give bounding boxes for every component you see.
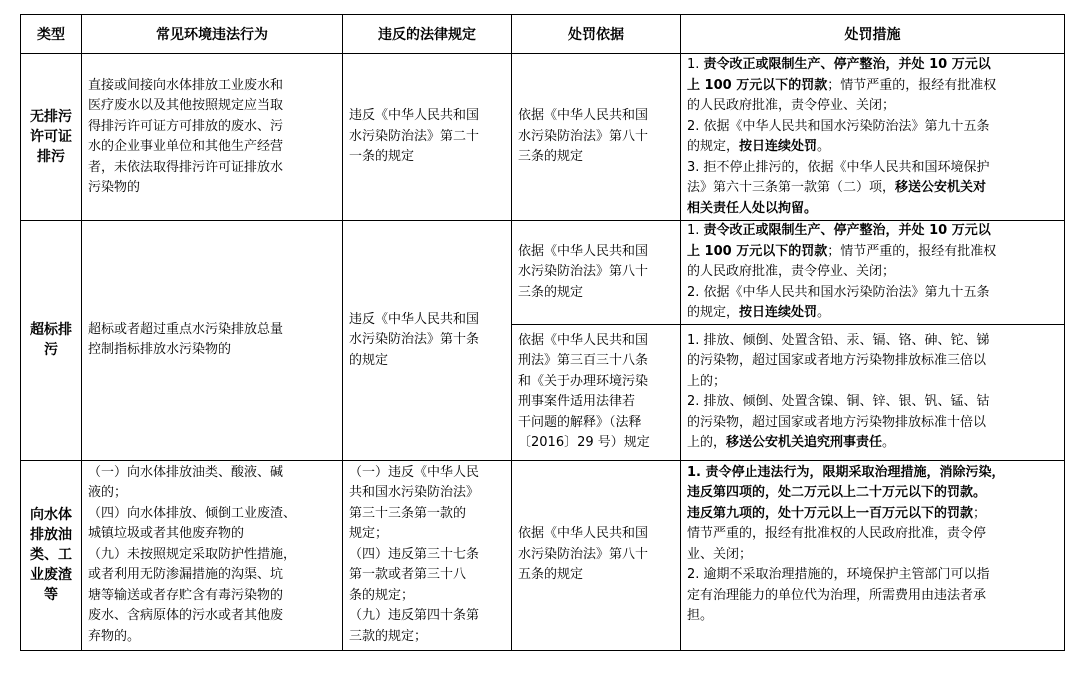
row2b-basis-cell	[512, 324, 681, 460]
behavior-line: 者，未依法取得排污许可证排放水	[88, 159, 284, 175]
measure-line: 2. 逾期不采取治理措施的，环境保护主管部门可以指	[687, 567, 990, 582]
header-basis: 处罚依据	[512, 15, 681, 54]
measure-line	[687, 76, 1059, 97]
measure-text: 的规定，	[687, 305, 740, 320]
measure-line	[687, 178, 1059, 199]
row1-law-cell	[343, 54, 512, 221]
measure-line: 担。	[687, 608, 714, 623]
behavior-line: 或者利用无防渗漏措施的沟渠、坑	[88, 567, 284, 582]
measure-bold: 责令改正或限制生产、停产整治，并处 10 万元以	[703, 57, 991, 72]
type-line: 排放油	[30, 527, 72, 543]
measure-line	[687, 242, 1059, 263]
measure-line: 违反第四项的，处二万元以上二十万元以下的罚款。	[687, 485, 987, 500]
measure-bold: 责令改正或限制生产、停产整治，并处 10 万元以	[703, 223, 991, 238]
type-line: 等	[44, 587, 58, 603]
measure-text: 上的，	[687, 435, 727, 450]
law-line: 一条的规定	[349, 149, 415, 165]
basis-line: 三条的规定	[518, 284, 584, 300]
basis-line: 五条的规定	[518, 567, 584, 583]
measure-line	[687, 55, 1059, 76]
measure-text: 。	[817, 305, 831, 320]
measure-line: 的人民政府批准，责令停业、关闭；	[687, 264, 896, 279]
law-line: （四）违反第三十七条	[349, 546, 480, 562]
measure-text: 。	[817, 139, 831, 154]
measure-bold: 移送公安机关追究刑事责任	[726, 435, 883, 450]
row3-basis-cell	[512, 460, 681, 650]
type-line: 类、工	[30, 547, 72, 563]
type-line: 无排污	[30, 109, 72, 125]
law-line: 第三十三条第一款的	[349, 505, 467, 521]
measure-bold: 按日连续处罚	[739, 139, 818, 154]
basis-line: 依据《中华人民共和国	[518, 332, 649, 348]
measure-text: ；情节严重的，报经有批准权	[827, 77, 997, 93]
law-line: 共和国水污染防治法》	[349, 485, 480, 500]
table-row	[21, 54, 1065, 221]
behavior-line: 水的企业事业单位和其他生产经营	[88, 139, 284, 154]
measure-text: 法》第六十三条第一款第（二）项，	[687, 180, 896, 195]
law-line: 规定；	[349, 526, 389, 541]
behavior-line: 得排污许可证方可排放的废水、污	[88, 118, 284, 134]
measure-text: 的规定，	[687, 139, 740, 154]
measure-line	[687, 137, 1059, 158]
measure-text: ；	[973, 505, 987, 521]
row3-measures-cell	[681, 460, 1065, 650]
penalty-table	[20, 14, 1065, 651]
measure-line: 2. 依据《中华人民共和国水污染防治法》第九十五条	[687, 118, 990, 134]
header-behavior: 常见环境违法行为	[82, 15, 343, 54]
measure-prefix: 1.	[687, 57, 704, 72]
row2a-measures-cell	[681, 221, 1065, 325]
row2-behavior-cell	[82, 221, 343, 461]
measure-line	[687, 433, 1059, 454]
measure-line: 1. 责令停止违法行为，限期采取治理措施，消除污染，	[687, 464, 1005, 480]
law-line: 的规定	[349, 352, 389, 368]
law-line: 违反《中华人民共和国	[349, 108, 480, 124]
measure-line: 业、关闭；	[687, 546, 753, 562]
measure-line: 的污染物，超过国家或者地方污染物排放标准十倍以	[687, 414, 987, 430]
row1-basis-cell	[512, 54, 681, 221]
behavior-line: 超标或者超过重点水污染排放总量	[88, 321, 284, 337]
type-line: 排污	[37, 149, 65, 165]
basis-line: 水污染防治法》第八十	[518, 546, 649, 562]
measure-prefix: 1.	[687, 223, 704, 238]
row2b-measures-cell	[681, 324, 1065, 460]
type-line: 超标排	[30, 322, 72, 339]
header-law: 违反的法律规定	[343, 15, 512, 54]
law-line: 违反《中华人民共和国	[349, 311, 480, 327]
measure-bold: 按日连续处罚	[739, 305, 818, 320]
measure-line: 相关责任人处以拘留。	[687, 200, 818, 216]
basis-line: 刑法》第三百三十八条	[518, 353, 649, 368]
type-line: 业废渣	[30, 567, 72, 583]
behavior-line: 医疗废水以及其他按照规定应当取	[88, 98, 284, 113]
measure-line	[687, 303, 1059, 324]
basis-line: 刑事案件适用法律若	[518, 394, 636, 409]
measure-line: 情节严重的，报经有批准权的人民政府批准，责令停	[687, 526, 987, 541]
measure-line	[687, 221, 1059, 242]
type-line: 许可证	[30, 129, 72, 145]
row3-law-cell	[343, 460, 512, 650]
law-line: 三款的规定；	[349, 628, 428, 644]
behavior-line: 城镇垃圾或者其他废弃物的	[88, 526, 245, 541]
row2-type-cell	[21, 221, 82, 461]
measure-bold: 移送公安机关对	[895, 180, 987, 195]
behavior-line: （四）向水体排放、倾倒工业废渣、	[88, 505, 297, 521]
measure-text: ；情节严重的，报经有批准权	[827, 243, 997, 259]
measure-line: 2. 依据《中华人民共和国水污染防治法》第九十五条	[687, 284, 990, 300]
type-line: 污	[44, 342, 58, 359]
measure-bold: 上 100 万元以下的罚款	[687, 243, 828, 259]
basis-line: 和《关于办理环境污染	[518, 373, 649, 389]
table-row	[21, 221, 1065, 325]
basis-line: 依据《中华人民共和国	[518, 108, 649, 124]
measure-line: 定有治理能力的单位代为治理，所需费用由违法者承	[687, 587, 987, 603]
row2-law-cell	[343, 221, 512, 461]
behavior-line: 控制指标排放水污染物的	[88, 342, 232, 358]
behavior-line: 液的；	[88, 485, 128, 500]
row1-measures-cell	[681, 54, 1065, 221]
basis-line: 水污染防治法》第八十	[518, 264, 649, 279]
header-measures: 处罚措施	[681, 15, 1065, 54]
table-header-row	[21, 15, 1065, 54]
measure-line: 1. 排放、倾倒、处置含铅、汞、镉、铬、砷、铊、锑	[687, 332, 990, 348]
behavior-line: 弃物的。	[88, 628, 141, 644]
measure-line: 3. 拒不停止排污的，依据《中华人民共和国环境保护	[687, 159, 990, 175]
behavior-line: （九）未按照规定采取防护性措施，	[88, 546, 297, 562]
row3-type-cell	[21, 460, 82, 650]
measure-line: 的人民政府批准，责令停业、关闭；	[687, 98, 896, 113]
type-line: 向水体	[30, 507, 72, 523]
header-type: 类型	[21, 15, 82, 54]
measure-line	[687, 504, 1059, 525]
row2a-basis-cell	[512, 221, 681, 325]
basis-line: 〔2016〕29 号）规定	[518, 435, 650, 450]
basis-line: 干问题的解释》（法释	[518, 414, 642, 430]
law-line: 水污染防治法》第十条	[349, 332, 480, 347]
behavior-line: 废水、含病原体的污水或者其他废	[88, 608, 284, 623]
row1-type-cell	[21, 54, 82, 221]
basis-line: 依据《中华人民共和国	[518, 243, 649, 259]
measure-bold: 上 100 万元以下的罚款	[687, 77, 828, 93]
behavior-line: 污染物的	[88, 180, 141, 195]
behavior-line: 直接或间接向水体排放工业废水和	[88, 77, 284, 93]
measure-line: 的污染物，超过国家或者地方污染物排放标准三倍以	[687, 353, 987, 368]
measure-text: 。	[882, 435, 896, 450]
row1-behavior-cell	[82, 54, 343, 221]
law-line: 水污染防治法》第二十	[349, 128, 480, 144]
law-line: （九）违反第四十条第	[349, 608, 480, 623]
behavior-line: 塘等输送或者存贮含有毒污染物的	[88, 587, 284, 603]
basis-line: 依据《中华人民共和国	[518, 526, 649, 542]
basis-line: 水污染防治法》第八十	[518, 128, 649, 144]
table-row	[21, 460, 1065, 650]
measure-bold: 违反第九项的，处十万元以上一百万元以下的罚款	[687, 505, 974, 521]
basis-line: 三条的规定	[518, 149, 584, 165]
measure-line: 上的；	[687, 373, 727, 389]
row3-behavior-cell	[82, 460, 343, 650]
law-line: 条的规定；	[349, 587, 415, 603]
law-line: 第一款或者第三十八	[349, 567, 467, 582]
measure-line: 2. 排放、倾倒、处置含镍、铜、锌、银、钒、锰、钴	[687, 394, 990, 409]
law-line: （一）违反《中华人民	[349, 464, 480, 480]
behavior-line: （一）向水体排放油类、酸液、碱	[88, 464, 284, 480]
